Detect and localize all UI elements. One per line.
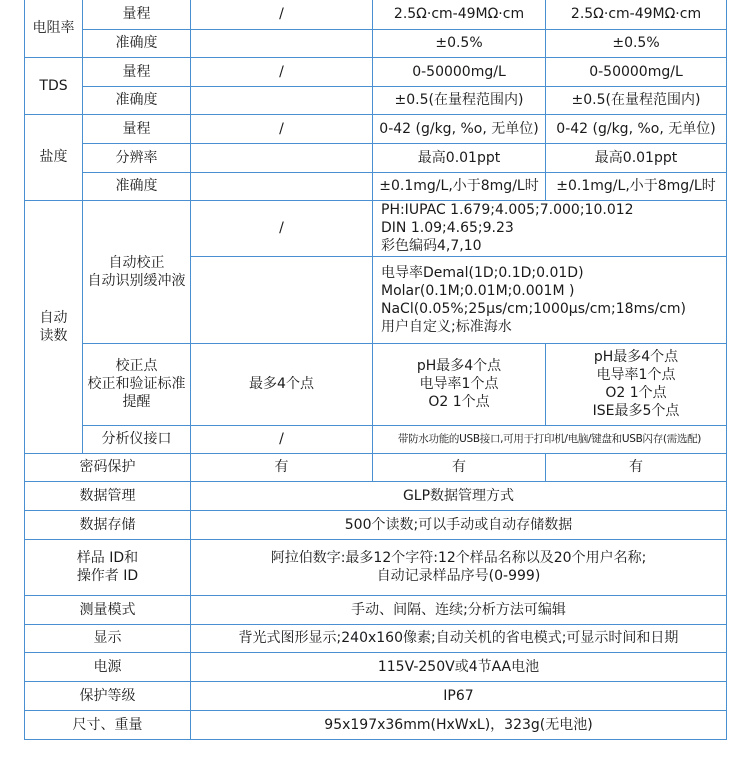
cell: /: [191, 57, 373, 86]
label-line: 自动识别缓冲液: [87, 272, 186, 289]
table-row: [25, 343, 727, 425]
cell: 有: [191, 453, 373, 481]
table-row: [25, 539, 727, 595]
row-label: 分辨率: [83, 143, 191, 172]
row-label: 数据存储: [25, 510, 191, 539]
row-label: 准确度: [83, 86, 191, 114]
label-line: 样品 ID和: [76, 550, 139, 566]
table-row: [25, 114, 727, 143]
cell: 2.5Ω·cm-49MΩ·cm: [373, 0, 546, 29]
text-line: O2 1个点: [428, 394, 490, 410]
cell: 500个读数;可以手动或自动存储数据: [191, 510, 727, 539]
category-tds: TDS: [25, 57, 83, 114]
table-row: [25, 425, 727, 453]
spec-table: [24, 0, 727, 740]
text-line: PH:IUPAC 1.679;4.005;7.000;10.012: [381, 202, 634, 218]
label-line: 提醒: [122, 394, 151, 410]
text-line: NaCl(0.05%;25μs/cm;1000μs/cm;18ms/cm): [381, 300, 687, 317]
text-line: 电导率Demal(1D;0.1D;0.01D): [381, 264, 584, 281]
category-line: 自动: [39, 309, 68, 326]
table-row: [25, 86, 727, 114]
table-row: [25, 29, 727, 57]
text-line: 电导率1个点: [419, 376, 499, 392]
table-row: [25, 143, 727, 172]
row-label: 量程: [83, 114, 191, 143]
text-line: DIN 1.09;4.65;9.23: [381, 220, 514, 236]
row-label: 电源: [25, 652, 191, 681]
text-line: pH最多4个点: [416, 358, 502, 374]
cell: /: [191, 0, 373, 29]
row-label: 密码保护: [25, 453, 191, 481]
cell: ±0.1mg/L,小于8mg/L时: [373, 172, 546, 200]
row-label-calibration: [83, 200, 191, 343]
cell: IP67: [191, 681, 727, 710]
table-row: [25, 710, 727, 739]
cell: 有: [373, 453, 546, 481]
row-label-cal-points: [83, 343, 191, 425]
cell: ±0.5(在量程范围内): [373, 86, 546, 114]
text-line: Molar(0.1M;0.01M;0.001M ): [381, 282, 575, 299]
row-label: 保护等级: [25, 681, 191, 710]
category-resistivity: 电阻率: [25, 0, 83, 57]
table-row: [25, 652, 727, 681]
label-line: 校正点: [115, 358, 158, 374]
cell: [191, 86, 373, 114]
row-label: 量程: [83, 57, 191, 86]
table-row: [25, 481, 727, 510]
cell: 0-50000mg/L: [373, 57, 546, 86]
cell: ±0.1mg/L,小于8mg/L时: [546, 172, 727, 200]
cell: 手动、间隔、连续;分析方法可编辑: [191, 595, 727, 624]
table-row: [25, 172, 727, 200]
cell: [191, 143, 373, 172]
text-line: 电导率1个点: [596, 367, 676, 383]
row-label: 尺寸、重量: [25, 710, 191, 739]
cell: ±0.5%: [546, 29, 727, 57]
category-salinity: 盐度: [25, 114, 83, 200]
row-label-sample-id: [25, 539, 191, 595]
category-line: 读数: [39, 327, 68, 344]
row-label: 显示: [25, 624, 191, 652]
cell: ±0.5%: [373, 29, 546, 57]
cell: 最高0.01ppt: [546, 143, 727, 172]
cell: 95x197x36mm(HxWxL)，323g(无电池): [191, 710, 727, 739]
cell-empty: [191, 256, 373, 343]
cell: 2.5Ω·cm-49MΩ·cm: [546, 0, 727, 29]
table-row: [25, 0, 727, 29]
spec-sheet: [24, 0, 726, 742]
text-line: 用户自定义;标准海水: [381, 318, 512, 335]
table-row: [25, 510, 727, 539]
table-row: [25, 200, 727, 256]
label-line: 校正和验证标准: [87, 376, 186, 392]
cell: 最多4个点: [191, 343, 373, 425]
table-row: [25, 57, 727, 86]
ph-buffers-cell: [373, 200, 727, 256]
row-label: 数据管理: [25, 481, 191, 510]
text-line: O2 1个点: [605, 385, 667, 401]
cell: 115V-250V或4节AA电池: [191, 652, 727, 681]
label-line: 操作者 ID: [76, 568, 139, 584]
cell: /: [191, 200, 373, 256]
cell: [546, 343, 727, 425]
cell: 背光式图形显示;240x160像素;自动关机的省电模式;可显示时间和日期: [191, 624, 727, 652]
cell: 0-42 (g/kg, %o, 无单位): [373, 114, 546, 143]
table-row: [25, 624, 727, 652]
row-label: 准确度: [83, 29, 191, 57]
label-line: 自动校正: [108, 254, 165, 271]
row-label: 分析仪接口: [83, 425, 191, 453]
text-line: 彩色编码4,7,10: [381, 238, 482, 254]
category-auto-reading: [25, 200, 83, 453]
table-row: [25, 453, 727, 481]
cell: GLP数据管理方式: [191, 481, 727, 510]
row-label: 量程: [83, 0, 191, 29]
cell: ±0.5(在量程范围内): [546, 86, 727, 114]
cell: 0-50000mg/L: [546, 57, 727, 86]
text-line: 自动记录样品序号(0-999): [376, 568, 541, 584]
cell: 有: [546, 453, 727, 481]
cell: [191, 539, 727, 595]
text-line: ISE最多5个点: [592, 403, 680, 419]
table-row: [25, 681, 727, 710]
row-label: 测量模式: [25, 595, 191, 624]
row-label: 准确度: [83, 172, 191, 200]
cell: [373, 343, 546, 425]
text-line: pH最多4个点: [593, 349, 679, 365]
cell: 最高0.01ppt: [373, 143, 546, 172]
cell: 0-42 (g/kg, %o, 无单位): [546, 114, 727, 143]
text-line: 阿拉伯数字:最多12个字符:12个样品名称以及20个用户名称;: [270, 550, 647, 566]
conductivity-standards-cell: [373, 256, 727, 343]
cell: 带防水功能的USB接口,可用于打印机/电脑/键盘和USB闪存(需选配): [373, 425, 727, 453]
cell: /: [191, 114, 373, 143]
cell: /: [191, 425, 373, 453]
cell: [191, 172, 373, 200]
cell: [191, 29, 373, 57]
table-row: [25, 595, 727, 624]
